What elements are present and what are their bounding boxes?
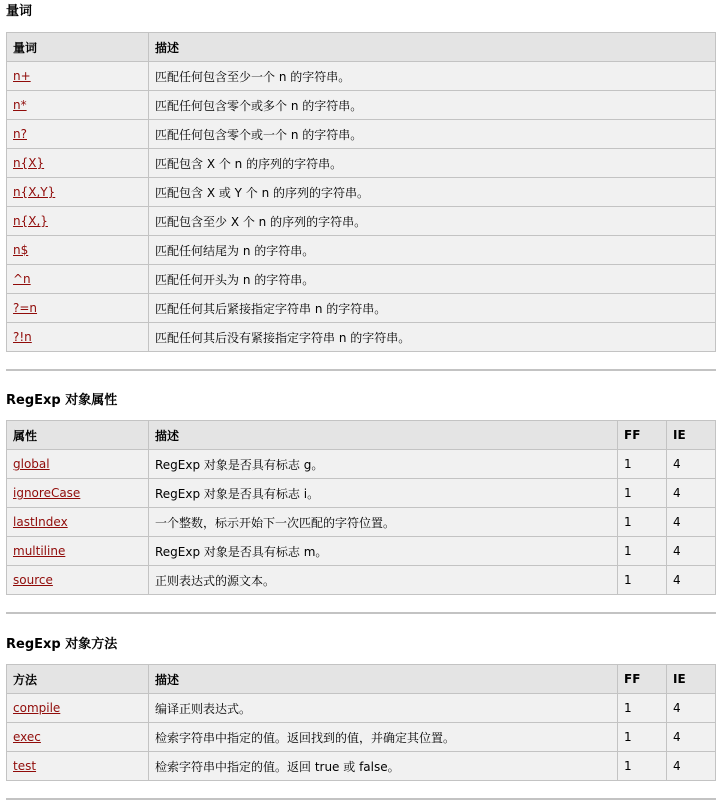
- row-ie: 4: [667, 694, 716, 723]
- row-ie: 4: [667, 450, 716, 479]
- table-row: [7, 265, 716, 294]
- row-ff: 1: [618, 694, 667, 723]
- row-description: 匹配任何其后没有紧接指定字符串 n 的字符串。: [149, 323, 716, 352]
- row-ff: 1: [618, 566, 667, 595]
- row-ff: 1: [618, 723, 667, 752]
- row-description: 一个整数，标示开始下一次匹配的字符位置。: [149, 508, 618, 537]
- row-ie: 4: [667, 508, 716, 537]
- methods-section: [6, 635, 716, 781]
- methods-title: RegExp 对象方法: [6, 637, 118, 652]
- property-link[interactable]: global: [13, 457, 50, 471]
- table-header-row: [7, 665, 716, 694]
- row-ie: 4: [667, 537, 716, 566]
- row-description: 匹配任何结尾为 n 的字符串。: [149, 236, 716, 265]
- property-link[interactable]: ignoreCase: [13, 486, 81, 500]
- table-row: [7, 752, 716, 781]
- properties-section: [6, 391, 716, 595]
- row-description: 匹配任何开头为 n 的字符串。: [149, 265, 716, 294]
- property-link[interactable]: lastIndex: [13, 515, 68, 529]
- row-description: 匹配包含 X 个 n 的序列的字符串。: [149, 149, 716, 178]
- quantifier-link[interactable]: n*: [13, 98, 27, 112]
- table-row: [7, 508, 716, 537]
- table-row: [7, 178, 716, 207]
- row-description: RegExp 对象是否具有标志 i。: [149, 479, 618, 508]
- quantifier-link[interactable]: ?!n: [13, 330, 32, 344]
- method-link[interactable]: exec: [13, 730, 41, 744]
- column-header-quantifier: 量词: [7, 33, 149, 62]
- quantifier-link[interactable]: ?=n: [13, 301, 38, 315]
- column-header-ff: FF: [618, 665, 667, 694]
- row-ie: 4: [667, 479, 716, 508]
- quantifier-link[interactable]: n?: [13, 127, 27, 141]
- row-description: RegExp 对象是否具有标志 g。: [149, 450, 618, 479]
- row-ff: 1: [618, 479, 667, 508]
- methods-table: [6, 664, 716, 781]
- table-row: [7, 450, 716, 479]
- column-header-ie: IE: [667, 665, 716, 694]
- table-row: [7, 479, 716, 508]
- table-header-row: [7, 421, 716, 450]
- properties-table: [6, 420, 716, 595]
- row-description: 检索字符串中指定的值。返回 true 或 false。: [149, 752, 618, 781]
- method-link[interactable]: test: [13, 759, 37, 773]
- table-row: [7, 723, 716, 752]
- column-header-description: 描述: [149, 33, 716, 62]
- row-description: 正则表达式的源文本。: [149, 566, 618, 595]
- table-row: [7, 149, 716, 178]
- table-row: [7, 323, 716, 352]
- table-row: [7, 694, 716, 723]
- quantifiers-section: [6, 2, 716, 352]
- row-description: RegExp 对象是否具有标志 m。: [149, 537, 618, 566]
- column-header-ie: IE: [667, 421, 716, 450]
- section-divider: [6, 369, 716, 371]
- table-header-row: [7, 33, 716, 62]
- table-row: [7, 294, 716, 323]
- row-description: 匹配任何包含零个或多个 n 的字符串。: [149, 91, 716, 120]
- quantifier-link[interactable]: n{X}: [13, 156, 45, 170]
- row-description: 匹配包含 X 或 Y 个 n 的序列的字符串。: [149, 178, 716, 207]
- section-divider: [6, 612, 716, 614]
- quantifier-link[interactable]: n+: [13, 69, 31, 83]
- row-ie: 4: [667, 723, 716, 752]
- column-header-property: 属性: [7, 421, 149, 450]
- section-divider: [6, 798, 716, 800]
- column-header-method: 方法: [7, 665, 149, 694]
- row-ff: 1: [618, 752, 667, 781]
- row-description: 编译正则表达式。: [149, 694, 618, 723]
- quantifier-link[interactable]: n$: [13, 243, 29, 257]
- row-ff: 1: [618, 537, 667, 566]
- quantifiers-title: 量词: [6, 4, 33, 19]
- table-row: [7, 62, 716, 91]
- property-link[interactable]: multiline: [13, 544, 66, 558]
- column-header-description: 描述: [149, 665, 618, 694]
- table-row: [7, 566, 716, 595]
- table-row: [7, 120, 716, 149]
- row-description: 匹配任何包含至少一个 n 的字符串。: [149, 62, 716, 91]
- column-header-ff: FF: [618, 421, 667, 450]
- table-row: [7, 207, 716, 236]
- row-ff: 1: [618, 450, 667, 479]
- property-link[interactable]: source: [13, 573, 53, 587]
- table-row: [7, 236, 716, 265]
- properties-title: RegExp 对象属性: [6, 393, 118, 408]
- quantifier-link[interactable]: n{X,Y}: [13, 185, 56, 199]
- row-description: 检索字符串中指定的值。返回找到的值，并确定其位置。: [149, 723, 618, 752]
- row-description: 匹配任何其后紧接指定字符串 n 的字符串。: [149, 294, 716, 323]
- row-description: 匹配包含至少 X 个 n 的序列的字符串。: [149, 207, 716, 236]
- quantifiers-table: [6, 32, 716, 352]
- method-link[interactable]: compile: [13, 701, 61, 715]
- row-ie: 4: [667, 752, 716, 781]
- quantifier-link[interactable]: ^n: [13, 272, 31, 286]
- row-description: 匹配任何包含零个或一个 n 的字符串。: [149, 120, 716, 149]
- table-row: [7, 91, 716, 120]
- table-row: [7, 537, 716, 566]
- row-ff: 1: [618, 508, 667, 537]
- column-header-description: 描述: [149, 421, 618, 450]
- row-ie: 4: [667, 566, 716, 595]
- quantifier-link[interactable]: n{X,}: [13, 214, 48, 228]
